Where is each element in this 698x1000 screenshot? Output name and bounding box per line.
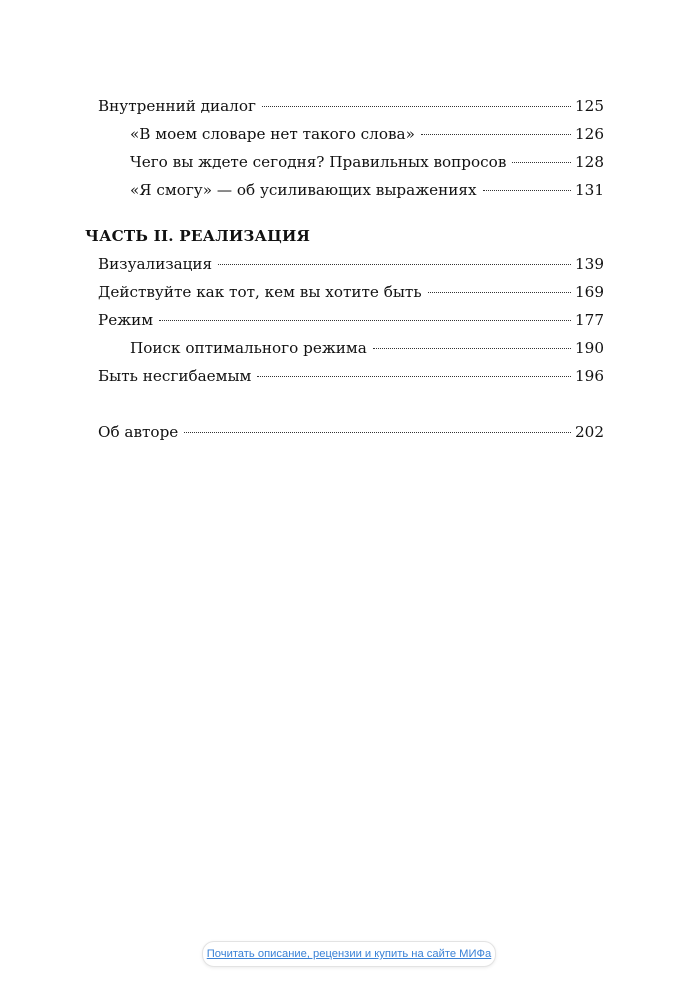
buy-on-mif-link[interactable]: Почитать описание, рецензии и купить на сайте МИФа xyxy=(202,941,496,967)
toc-entry-title: Визуализация xyxy=(98,255,213,273)
toc-entry-title: Быть несгибаемым xyxy=(98,367,252,385)
dot-leader xyxy=(373,348,571,349)
dot-leader xyxy=(428,292,571,293)
toc-entry xyxy=(98,420,604,444)
toc-entry-page: 126 xyxy=(575,125,604,143)
toc-entry-page: 125 xyxy=(575,97,604,115)
toc-entry-page: 202 xyxy=(575,423,604,441)
toc-entry xyxy=(98,94,604,118)
toc-entry xyxy=(130,336,604,360)
toc-entry-title: «Я смогу» — об усиливающих выражениях xyxy=(130,181,477,199)
toc-entry-page: 139 xyxy=(575,255,604,273)
toc-entry-title: Действуйте как тот, кем вы хотите быть xyxy=(98,283,422,301)
toc-entry xyxy=(130,178,604,202)
toc-entry xyxy=(130,122,604,146)
toc-entry-title: Чего вы ждете сегодня? Правильных вопросов xyxy=(130,153,507,171)
part-heading: ЧАСТЬ II. РЕАЛИЗАЦИЯ xyxy=(85,227,311,245)
toc-entry xyxy=(98,252,604,276)
toc-entry-title: Внутренний диалог xyxy=(98,97,256,115)
dot-leader xyxy=(512,162,571,163)
dot-leader xyxy=(257,376,571,377)
toc-entry-page: 177 xyxy=(575,311,604,329)
toc-entry xyxy=(98,308,604,332)
toc-entry xyxy=(130,150,604,174)
dot-leader xyxy=(218,264,571,265)
toc-entry-page: 131 xyxy=(575,181,604,199)
dot-leader xyxy=(184,432,571,433)
toc-entry-title: Об авторе xyxy=(98,423,179,441)
dot-leader xyxy=(262,106,571,107)
toc-entry-page: 196 xyxy=(575,367,604,385)
dot-leader xyxy=(159,320,571,321)
toc-entry xyxy=(98,280,604,304)
toc-entry xyxy=(98,364,604,388)
toc-entry-title: «В моем словаре нет такого слова» xyxy=(130,125,415,143)
dot-leader xyxy=(421,134,571,135)
toc-entry-title: Режим xyxy=(98,311,154,329)
toc-entry-page: 128 xyxy=(575,153,604,171)
toc-entry-title: Поиск оптимального режима xyxy=(130,339,367,357)
toc-entry-page: 190 xyxy=(575,339,604,357)
dot-leader xyxy=(483,190,571,191)
toc-entry-page: 169 xyxy=(575,283,604,301)
